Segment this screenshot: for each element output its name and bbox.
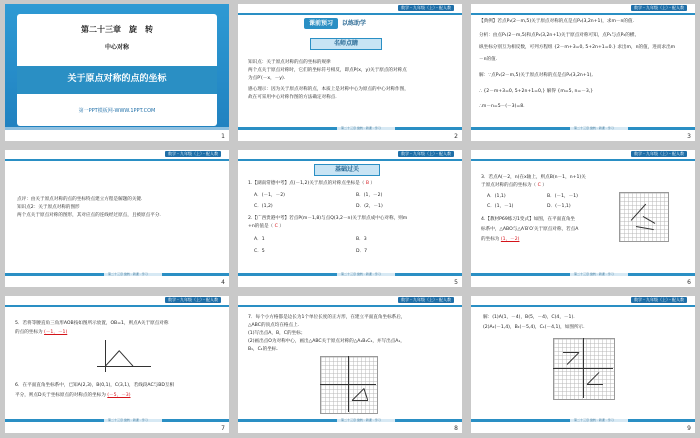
text-line: 两个点关于原点对称时，它们的坐标符号相反，即点P(x，y)关于原点的对称点 [248, 68, 407, 73]
slide-header [5, 296, 229, 307]
slide-header [471, 150, 695, 161]
x-axis [553, 368, 613, 369]
footer-text: 第二十三章 旋转 · 新课 · 学习 [574, 272, 614, 276]
text-line: 7．每个小方格都是边长为1个单位长度的正方形，在建立平面直角坐标系后， [248, 315, 406, 320]
slide-thumbnail-3[interactable] [471, 4, 695, 141]
text-line: ∴m－n=5－(－3)=8. [479, 104, 525, 109]
slide-number: 2 [454, 133, 458, 140]
slide-thumbnail-4[interactable] [5, 150, 229, 287]
slide-header [5, 150, 229, 161]
footer-text: 第二十三章 旋转 · 新课 · 学习 [574, 126, 614, 130]
triangle-edge [105, 351, 120, 367]
text-line: △ABC的顶点均在格点上. [248, 323, 300, 328]
footer-text: 第二十三章 旋转 · 新课 · 学习 [341, 418, 381, 422]
answer-blank: (－5，－3) [107, 393, 131, 398]
unit-title: 中心对称 [104, 44, 129, 51]
coordinate-grid [553, 338, 615, 400]
option: A．1 [254, 237, 265, 242]
site-caption: 第一PPT模板网-WWW.1PPT.COM [78, 108, 156, 114]
slide-thumbnail-1[interactable] [5, 4, 229, 141]
option: D．(－1,1) [547, 204, 571, 209]
slide-thumbnail-6[interactable] [471, 150, 695, 287]
header-tag: 数学・九年级（上）・配人教 [631, 5, 687, 11]
question-stem: 的坐标为 [481, 237, 500, 242]
question-stem: 的点的坐标为 [15, 330, 43, 335]
footer-text: 第二十三章 旋转 · 新课 · 学习 [341, 272, 381, 276]
text-line: 感心理示：因为关于原点对称的点，本质上是对称中心为原点的中心对称作图， [248, 87, 409, 92]
option: A．(－1，－2) [254, 193, 285, 198]
text-line: 标系中，△ABO与△A′B′O′关于原点对称，若点A [481, 227, 579, 232]
footer-text: 第二十三章 旋转 · 新课 · 学习 [108, 418, 148, 422]
slide-thumbnail-7[interactable] [5, 296, 229, 433]
text-line: (2)A₁(－1,4)，B₁(－5,4)，C₁(－4,1)，如图所示. [483, 325, 585, 330]
answer-blank: (1，－2) [500, 237, 520, 242]
slide-thumbnail-5[interactable] [238, 150, 462, 287]
answer-choice: C [537, 183, 541, 188]
y-axis [105, 340, 106, 372]
answer-choice: B [365, 181, 369, 186]
text-line: 解：(1)A(1，－4)，B(5，－4)，C(4，－1). [483, 315, 575, 320]
header-tag: 数学・九年级（上）・配人教 [631, 151, 687, 157]
text-line: (2)画出点O为对称中心，画出△ABC关于原点对称的△A₁B₁C₁，并写出点A₁， [248, 339, 405, 344]
text-line: 故在可采用中心对称作图的方法确定对称点. [248, 95, 337, 100]
text-line: ∴ {2－m+3=0, 5+2n+1=0,} 解得 {m=5, n=－3,} [479, 89, 594, 94]
slide-number: 7 [221, 425, 225, 432]
text-line: 分析：由点P₁(2－m,5)和点P₂(3,2n+1)关于原点对称可知，点P₁与点P₂的横、 [479, 33, 640, 38]
option: C．5 [254, 249, 265, 254]
option: B．(－1，－1) [547, 194, 578, 199]
text-line: (1)写出点A，B，C的坐标； [248, 331, 306, 336]
text-line: 【典例】若点P₁(2－m,5)关于原点对称的点是点P₂(3,2n+1)，求m－n的值. [479, 19, 635, 24]
option: D．7 [356, 249, 368, 254]
section-ribbon: 名师点睛 [310, 38, 382, 50]
question-2-cont: +n的值是（ C ） [248, 224, 284, 229]
slide-number: 5 [454, 279, 458, 286]
text-line: 解：∵点P₁(2－m,5)关于原点对称的点是点P₂(3,2n+1), [479, 73, 593, 78]
slide-header [471, 4, 695, 15]
slide-number: 9 [687, 425, 691, 432]
header-tag: 数学・九年级（上）・配人教 [398, 151, 454, 157]
text-line: －n的值. [479, 57, 498, 62]
lesson-title: 关于原点对称的点的坐标 [67, 74, 167, 84]
header-tag: 数学・九年级（上）・配人教 [165, 297, 221, 303]
text-line: 为点P′(－x，－y). [248, 76, 286, 81]
slide-header [238, 4, 462, 15]
footer-text: 第二十三章 旋转 · 新课 · 学习 [574, 418, 614, 422]
x-axis [320, 384, 376, 385]
option: C．(1，－1) [487, 204, 514, 209]
header-tag: 数学・九年级（上）・配人教 [165, 151, 221, 157]
text-line: 两个点关于原点对称的图形，其对应点的连线经过原点，且被原点平分. [17, 213, 161, 218]
banner-tag: 课前预习 [304, 18, 338, 29]
footer-text: 第二十三章 旋转 · 新课 · 学习 [341, 126, 381, 130]
slide-number: 3 [687, 133, 691, 140]
slide-number: 4 [221, 279, 225, 286]
text-line: 点评：由关于原点对称的点的坐标特点建立方程是解题的关键. [17, 197, 143, 202]
header-tag: 数学・九年级（上）・配人教 [398, 5, 454, 11]
question-stem: 平分，则点D关于坐标原点的对称点的坐标为 [15, 393, 106, 398]
answer-choice: C [274, 224, 278, 229]
text-line: B₁，C₁的坐标. [248, 347, 278, 352]
text-line: 知识点2：关于原点对称的图形 [17, 205, 80, 210]
text-line: 6．在平面直角坐标系中，已知A(2,3)，B(0,1)，C(3,1)，若线段AC与BD互相 [15, 383, 175, 388]
slide-header [238, 150, 462, 161]
question-5 [15, 329, 67, 336]
section-ribbon: 基础过关 [314, 164, 380, 176]
slide-header [238, 296, 462, 307]
triangle-edge [119, 350, 134, 366]
text-line: 5．若将等腰直角三角形AOB按如图所示放置，OB=1，则点A关于原点对称 [15, 321, 169, 326]
triangle-edge [352, 400, 368, 401]
option: A．(1,1) [487, 194, 506, 199]
question-6 [15, 392, 131, 399]
slide-thumbnail-9[interactable] [471, 296, 695, 433]
option: D．(2，－1) [356, 204, 383, 209]
header-tag: 数学・九年级（上）・配人教 [398, 297, 454, 303]
option: B．(1，－2) [356, 193, 383, 198]
question-stem: 于原点对称的点的坐标为（ [481, 183, 537, 188]
coordinate-grid [320, 356, 378, 414]
chapter-title: 第二十三章 旋 转 [81, 25, 153, 34]
option: C．(1,2) [254, 204, 273, 209]
banner-text: 以练助学 [342, 20, 367, 27]
question-3: 于原点对称的点的坐标为（ C ） [481, 183, 547, 188]
question-stem: 1.【湖南常德中考】点(－1,2)关于原点的对称点坐标是（ [248, 181, 365, 186]
header-tag: 数学・九年级（上）・配人教 [631, 297, 687, 303]
slide-thumbnail-8[interactable] [238, 296, 462, 433]
slide-number: 1 [221, 133, 225, 140]
text-line: 纵坐标分别互为相反数，可列方程组 {2－m+3=0, 5+2n+1=0.} 求出m，n的值，进而求出m [479, 45, 676, 50]
question-2: 2.【广西贵港中考】若点P(m－1,8)与点Q(3,2－n)关于原点成中心对称，则m [248, 216, 408, 221]
slide-header [471, 296, 695, 307]
slide-number: 8 [454, 425, 458, 432]
option: B．3 [356, 237, 367, 242]
question-stem: +n的值是（ [248, 224, 274, 229]
text-line: 知识点：关于原点对称的点的坐标的规律 [248, 60, 331, 65]
slide-thumbnail-2[interactable] [238, 4, 462, 141]
slide-number: 6 [687, 279, 691, 286]
thumbnail-footer [5, 130, 229, 141]
answer-blank: (－1，－1) [44, 330, 68, 335]
triangle-edge [587, 384, 603, 385]
footer-text: 第二十三章 旋转 · 新课 · 学习 [108, 272, 148, 276]
question-4 [481, 236, 519, 243]
question-1: 1.【湖南常德中考】点(－1,2)关于原点的对称点坐标是（ B ） [248, 181, 376, 186]
text-line: 3．若点A(－2，n)在x轴上，则点B(n－1，n+1)关 [481, 175, 586, 180]
text-line: 4.【教材P69练习1变式】如图，在平面直角坐 [481, 217, 576, 222]
